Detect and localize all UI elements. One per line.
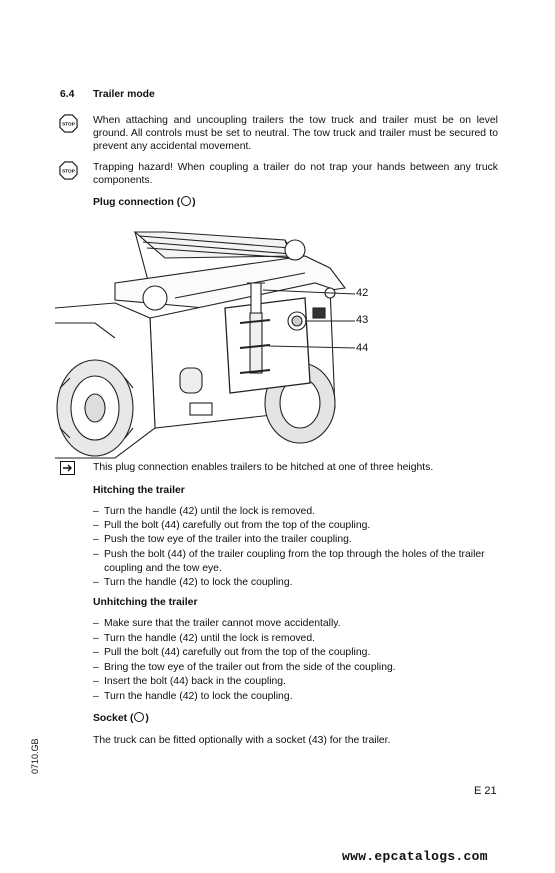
hitching-heading: Hitching the trailer bbox=[93, 485, 185, 496]
hitching-steps bbox=[93, 505, 498, 590]
svg-text:STOP: STOP bbox=[62, 122, 75, 128]
list-item: – Pull the bolt (44) carefully out from the top of the coupling. bbox=[93, 646, 498, 661]
list-item: – Bring the tow eye of the trailer out from the side of the coupling. bbox=[93, 661, 498, 676]
document-code: 0710.GB bbox=[30, 738, 40, 774]
unhitching-heading: Unhitching the trailer bbox=[93, 597, 198, 608]
list-item: – Make sure that the trailer cannot move accidentally. bbox=[93, 617, 498, 632]
stop-icon bbox=[59, 161, 78, 180]
trailer-coupling-figure bbox=[55, 228, 360, 460]
note-text: This plug connection enables trailers to be hitched at one of three heights. bbox=[93, 462, 434, 473]
warning-text: Trapping hazard! When coupling a trailer do not trap your hands between any truck components. bbox=[93, 162, 498, 187]
arrow-right-icon bbox=[60, 461, 75, 475]
section-title: Trailer mode bbox=[93, 89, 155, 100]
list-item: – Turn the handle (42) until the lock is removed. bbox=[93, 632, 498, 647]
callout-43: 43 bbox=[356, 314, 369, 326]
warning-text: When attaching and uncoupling trailers the tow truck and trailer must be on level ground. All controls must be set to neutral. The tow truck and trailer must be secured to prevent any accidental movement. bbox=[93, 115, 498, 153]
page-number: E 21 bbox=[474, 785, 497, 797]
list-item: – Push the bolt (44) of the trailer coupling from the top through the holes of the trailer coupling and the tow eye. bbox=[93, 548, 498, 576]
plug-connection-heading: Plug connection ( ) bbox=[93, 197, 196, 208]
list-item: – Insert the bolt (44) back in the coupling. bbox=[93, 675, 498, 690]
watermark-text: www.epcatalogs.com bbox=[342, 849, 488, 864]
socket-heading: Socket ( ) bbox=[93, 713, 149, 724]
list-item: – Turn the handle (42) to lock the coupling. bbox=[93, 576, 498, 590]
unhitching-steps bbox=[93, 617, 498, 705]
callout-42: 42 bbox=[356, 287, 369, 299]
list-item: – Turn the handle (42) until the lock is removed. bbox=[93, 505, 498, 519]
optional-circle-icon bbox=[134, 712, 144, 722]
list-item: – Pull the bolt (44) carefully out from the top of the coupling. bbox=[93, 519, 498, 533]
list-item: – Push the tow eye of the trailer into the trailer coupling. bbox=[93, 533, 498, 547]
optional-circle-icon bbox=[181, 196, 191, 206]
list-item: – Turn the handle (42) to lock the coupling. bbox=[93, 690, 498, 705]
socket-text: The truck can be fitted optionally with a socket (43) for the trailer. bbox=[93, 735, 391, 746]
stop-icon bbox=[59, 114, 78, 133]
section-number: 6.4 bbox=[60, 89, 75, 100]
svg-text:STOP: STOP bbox=[62, 169, 75, 175]
callout-44: 44 bbox=[356, 342, 369, 354]
